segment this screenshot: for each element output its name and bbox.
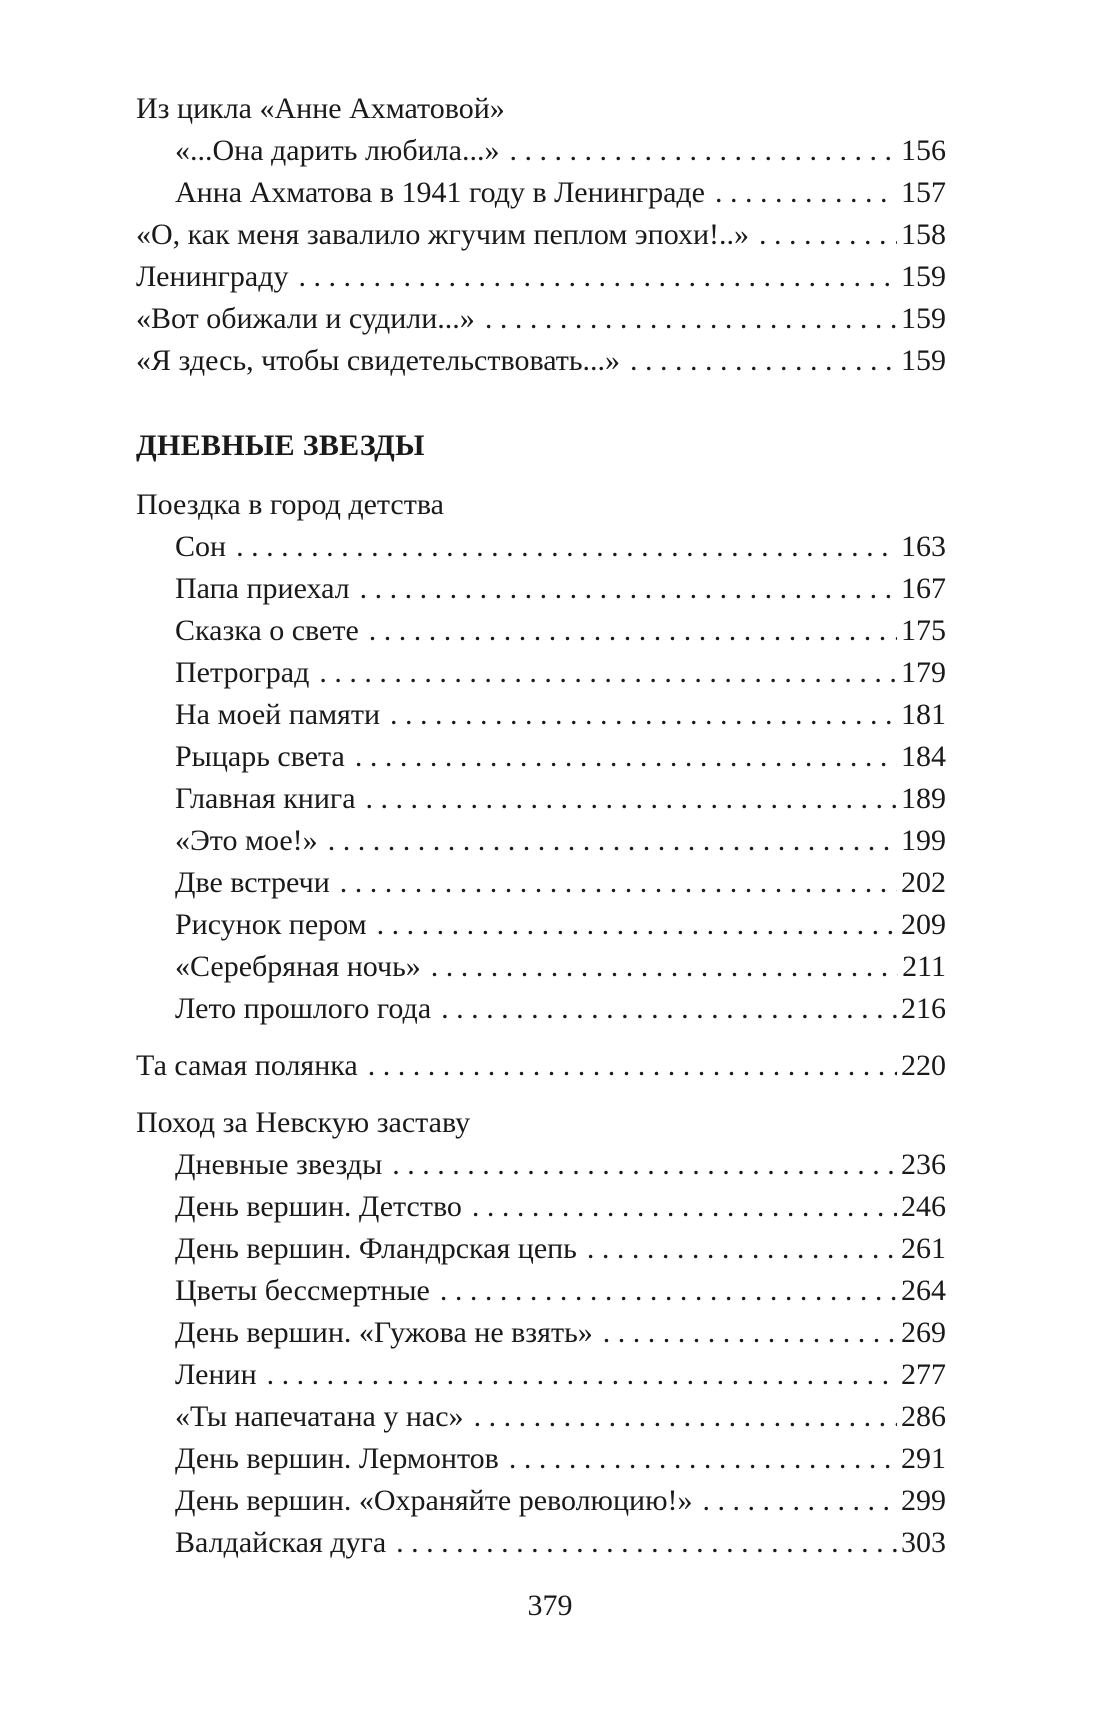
toc-entry-page: 159 (901, 344, 946, 377)
toc-entry-page: 246 (901, 1190, 946, 1223)
toc-entry-title: «Я здесь, чтобы свидетельствовать...» (136, 344, 621, 377)
dot-leader (603, 1312, 897, 1354)
dot-leader (472, 1186, 897, 1228)
toc-entry-title: Ленинграду (136, 260, 289, 293)
toc-entry-title: «Серебряная ночь» (175, 950, 421, 983)
toc-entry-page: 158 (901, 218, 946, 251)
toc-entry (136, 214, 946, 256)
toc-entry (136, 298, 946, 340)
toc-entry (136, 1438, 946, 1480)
toc-entry (136, 1144, 946, 1186)
toc-entry-page: 157 (901, 176, 946, 209)
toc-entry-page: 163 (901, 530, 946, 563)
toc-entry-page: 303 (901, 1526, 946, 1559)
section-heading: ДНЕВНЫЕ ЗВЕЗДЫ (136, 429, 425, 462)
toc-entry-page: 175 (901, 614, 946, 647)
dot-leader (703, 1480, 898, 1522)
toc-entry (136, 1045, 946, 1087)
toc-entry-title: Рисунок пером (175, 908, 367, 941)
toc-entry (136, 568, 946, 610)
dot-leader (431, 946, 898, 988)
toc-entry (136, 736, 946, 778)
toc-entry-title: Анна Ахматова в 1941 году в Ленинграде (175, 176, 705, 209)
toc-entry-title: День вершин. Детство (175, 1190, 462, 1223)
toc-entry-title: Ленин (175, 1358, 257, 1391)
toc-entry-title: Рыцарь света (175, 740, 345, 773)
toc-entry (136, 172, 946, 214)
toc-entry-page: 211 (902, 950, 946, 983)
toc-entry-title: Дневные звезды (175, 1148, 383, 1181)
toc-entry-title: Цветы бессмертные (175, 1274, 430, 1307)
toc-entry (136, 256, 946, 298)
toc-entry-title: «О, как меня завалило жгучим пеплом эпохи!..» (136, 218, 750, 251)
dot-leader (368, 1045, 897, 1087)
toc-entry-page: 236 (901, 1148, 946, 1181)
toc-entry-title: Поездка в город детства (136, 488, 444, 521)
toc-entry (136, 1186, 946, 1228)
toc-entry-page: 159 (901, 302, 946, 335)
toc-entry-title: Главная книга (175, 782, 356, 815)
toc-entry-page: 269 (901, 1316, 946, 1349)
toc-entry-title: Петроград (175, 656, 310, 689)
toc-entry (136, 946, 946, 988)
toc-entry (136, 778, 946, 820)
toc-entry-page: 167 (901, 572, 946, 605)
toc-entry-page: 184 (901, 740, 946, 773)
toc-group-title (136, 88, 946, 130)
toc-entry-page: 199 (901, 824, 946, 857)
toc-entry (136, 694, 946, 736)
toc-entry-title: «Ты напечатана у нас» (175, 1400, 464, 1433)
page-number: 379 (527, 1589, 573, 1622)
toc-entry-title: Валдайская дуга (175, 1526, 387, 1559)
dot-leader (759, 214, 897, 256)
dot-leader (390, 694, 897, 736)
toc-entry (136, 862, 946, 904)
toc-group-title (136, 484, 946, 526)
toc-entry-page: 264 (901, 1274, 946, 1307)
toc-entry-page: 156 (901, 134, 946, 167)
toc-entry-page: 299 (901, 1484, 946, 1517)
toc-entry-page: 220 (901, 1049, 946, 1082)
toc-entry-title: Поход за Невскую заставу (136, 1106, 471, 1139)
dot-leader (299, 256, 897, 298)
dot-leader (715, 172, 897, 214)
toc-entry (136, 988, 946, 1030)
dot-leader (377, 904, 897, 946)
toc-entry-title: Из цикла «Анне Ахматовой» (136, 92, 505, 125)
toc-entry-title: День вершин. «Охраняйте революцию!» (175, 1484, 693, 1517)
toc-entry (136, 1312, 946, 1354)
toc-entry-page: 216 (901, 992, 946, 1025)
toc-entry-title: Та самая полянка (136, 1049, 358, 1082)
toc-entry (136, 340, 946, 382)
toc-block-main (136, 484, 946, 1564)
dot-leader (509, 1438, 897, 1480)
toc-entry-page: 179 (901, 656, 946, 689)
toc-entry-page: 261 (901, 1232, 946, 1265)
toc-entry-title: Папа приехал (175, 572, 350, 605)
dot-leader (369, 610, 897, 652)
toc-entry-page: 209 (901, 908, 946, 941)
toc-entry-title: Сон (175, 530, 227, 563)
toc-entry-title: Две встречи (175, 866, 330, 899)
dot-leader (360, 568, 897, 610)
dot-leader (440, 1270, 897, 1312)
toc-entry-title: Сказка о свете (175, 614, 359, 647)
dot-leader (319, 652, 897, 694)
toc-entry-page: 181 (901, 698, 946, 731)
toc-entry (136, 820, 946, 862)
toc-block-top (136, 88, 946, 382)
toc-entry (136, 1354, 946, 1396)
dot-leader (630, 340, 897, 382)
toc-entry-title: «...Она дарить любила...» (175, 134, 500, 167)
dot-leader (328, 820, 897, 862)
toc-entry-title: На моей памяти (175, 698, 381, 731)
toc-entry-page: 189 (901, 782, 946, 815)
toc-entry (136, 1522, 946, 1564)
toc-entry (136, 1270, 946, 1312)
toc-entry (136, 1228, 946, 1270)
dot-leader (474, 1396, 897, 1438)
dot-leader (355, 736, 897, 778)
toc-entry-title: День вершин. Лермонтов (175, 1442, 499, 1475)
dot-leader (509, 130, 897, 172)
dot-leader (267, 1354, 897, 1396)
toc-entry (136, 652, 946, 694)
toc-entry (136, 130, 946, 172)
toc-entry-title: Лето прошлого года (175, 992, 432, 1025)
dot-leader (441, 988, 897, 1030)
toc-group-title (136, 1102, 946, 1144)
toc-entry (136, 526, 946, 568)
dot-leader (485, 298, 897, 340)
toc-entry-page: 286 (901, 1400, 946, 1433)
dot-leader (236, 526, 897, 568)
toc-entry-title: День вершин. Фландрская цепь (175, 1232, 577, 1265)
dot-leader (392, 1144, 897, 1186)
toc-entry-title: «Вот обижали и судили...» (136, 302, 475, 335)
toc-entry-page: 291 (901, 1442, 946, 1475)
toc-entry-page: 202 (901, 866, 946, 899)
toc-entry-page: 159 (901, 260, 946, 293)
dot-leader (396, 1522, 897, 1564)
toc-entry-page: 277 (901, 1358, 946, 1391)
toc-entry (136, 1396, 946, 1438)
dot-leader (340, 862, 897, 904)
toc-entry-title: «Это мое!» (175, 824, 318, 857)
toc-entry (136, 904, 946, 946)
dot-leader (587, 1228, 897, 1270)
dot-leader (366, 778, 897, 820)
toc-entry (136, 1480, 946, 1522)
toc-entry (136, 610, 946, 652)
toc-entry-title: День вершин. «Гужова не взять» (175, 1316, 593, 1349)
